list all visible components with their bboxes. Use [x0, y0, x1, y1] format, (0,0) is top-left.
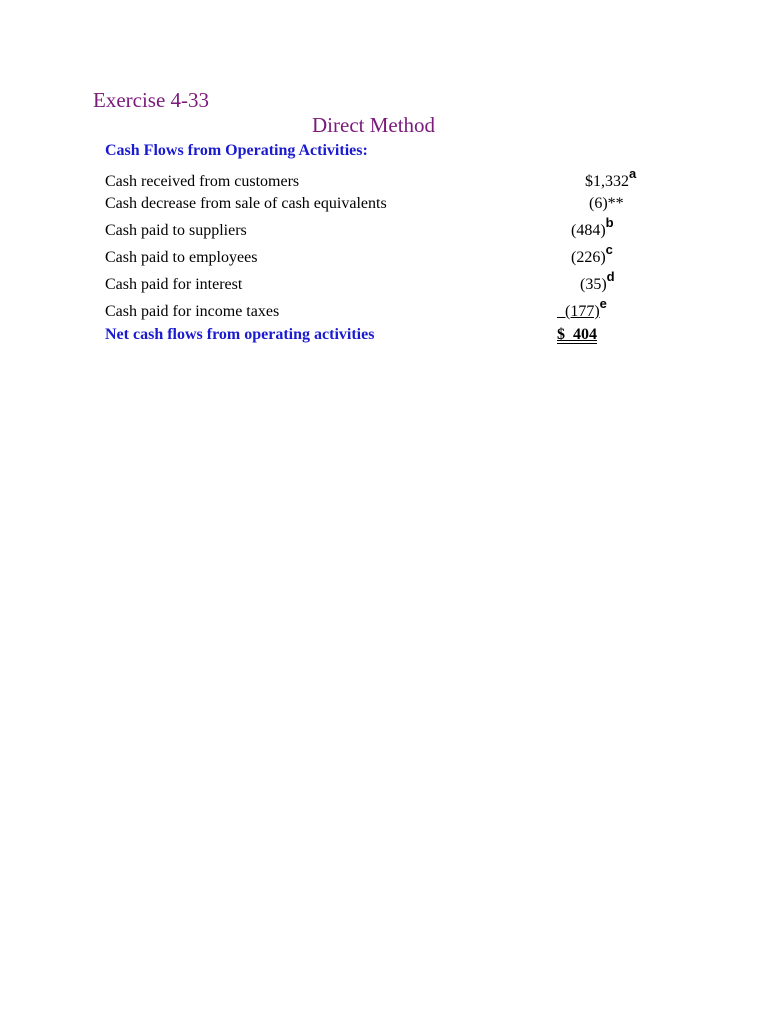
footnote-marker: e: [599, 295, 607, 311]
row-amount: $(484)^b$: [571, 214, 614, 239]
footnote-marker: b: [605, 214, 614, 230]
footnote-marker: d: [606, 268, 615, 284]
method-title: Direct Method: [312, 113, 436, 137]
cash-flow-row-customers: [105, 165, 645, 195]
net-cash-flows-row: [105, 326, 645, 348]
row-label: Cash paid to suppliers: [105, 222, 247, 239]
cash-flow-row-cash-equivalents: [105, 195, 645, 217]
cash-flow-row-income-taxes: [105, 295, 645, 325]
cash-flow-row-employees: [105, 241, 645, 271]
row-label: Cash paid for income taxes: [105, 303, 280, 320]
row-label: Cash paid to employees: [105, 249, 258, 266]
row-label: Cash decrease from sale of cash equivalents: [105, 195, 387, 212]
row-amount: (6)**: [589, 195, 624, 212]
exercise-title: Exercise 4-33: [93, 88, 210, 112]
total-amount: $ 404: [557, 326, 597, 343]
cash-flow-row-interest: [105, 268, 645, 298]
section-heading: Cash Flows from Operating Activities:: [105, 142, 368, 159]
row-amount: $1,332$^a$: [585, 165, 637, 190]
row-amount: $(177)^e$: [557, 295, 607, 320]
footnote-marker: c: [605, 241, 613, 257]
total-label: Net cash flows from operating activities: [105, 326, 375, 343]
row-label: Cash received from customers: [105, 173, 300, 190]
footnote-marker: a: [629, 165, 637, 181]
row-amount: $(35)^d$: [580, 268, 615, 293]
row-label: Cash paid for interest: [105, 276, 243, 293]
cash-flow-row-suppliers: [105, 214, 645, 244]
row-amount: $(226)^c$: [571, 241, 613, 266]
